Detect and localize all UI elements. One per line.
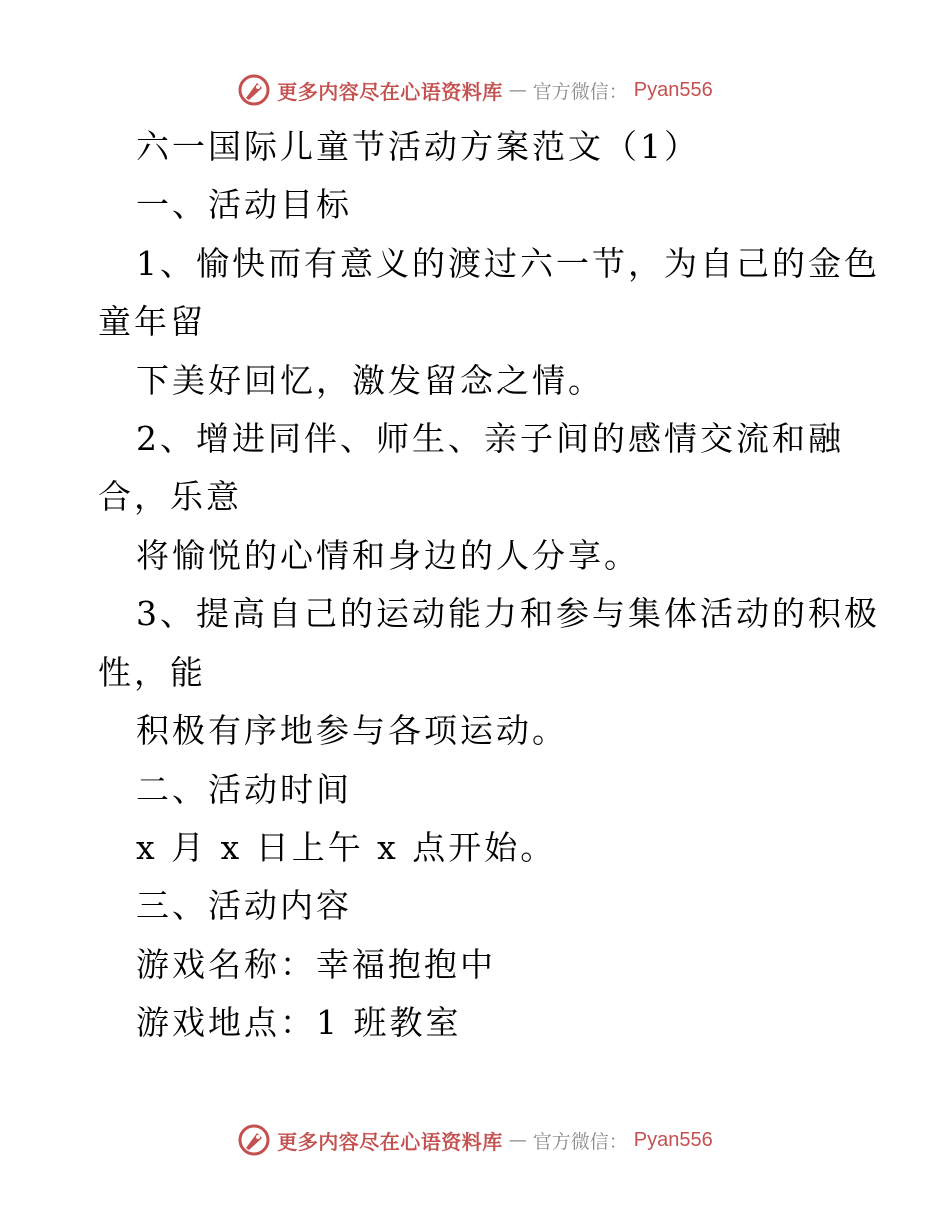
banner-dash: — [508, 79, 527, 101]
section-heading: 三、活动内容 [136, 886, 352, 925]
paragraph-line: 1、愉快而有意义的渡过六一节，为自己的金色 [136, 244, 880, 283]
paragraph-line: 下美好回忆，激发留念之情。 [136, 361, 604, 400]
paragraph-line: 游戏名称：幸福抱抱中 [136, 945, 496, 984]
paragraph-line: 游戏地点：1 班教室 [136, 1003, 462, 1042]
banner-wechat-id: Pyan556 [633, 1128, 713, 1151]
paragraph-line: x 月 x 日上午 x 点开始。 [136, 828, 557, 867]
banner-wechat-label: 官方微信： [532, 80, 628, 103]
banner-brand-text: 更多内容尽在心语资料库 [277, 79, 503, 104]
banner-wechat-label: 官方微信： [532, 1130, 628, 1153]
paragraph-line: 3、提高自己的运动能力和参与集体活动的积极 [136, 594, 880, 633]
section-heading: 一、活动目标 [136, 185, 352, 224]
pen-nib-logo-icon [237, 1123, 271, 1157]
footer-banner [0, 1120, 950, 1160]
paragraph-line: 合，乐意 [98, 477, 242, 516]
document-title: 六一国际儿童节活动方案范文（1） [136, 127, 700, 166]
section-heading: 二、活动时间 [136, 770, 352, 809]
paragraph-line: 将愉悦的心情和身边的人分享。 [136, 536, 640, 575]
paragraph-line: 2、增进同伴、师生、亲子间的感情交流和融 [136, 419, 844, 458]
banner-brand-text: 更多内容尽在心语资料库 [277, 1129, 503, 1154]
paragraph-line: 童年留 [98, 302, 206, 341]
banner-wechat-id: Pyan556 [633, 78, 713, 101]
header-banner [0, 70, 950, 110]
paragraph-line: 性，能 [98, 653, 206, 692]
paragraph-line: 积极有序地参与各项运动。 [136, 711, 568, 750]
banner-dash: — [508, 1129, 527, 1151]
pen-nib-logo-icon [237, 73, 271, 107]
